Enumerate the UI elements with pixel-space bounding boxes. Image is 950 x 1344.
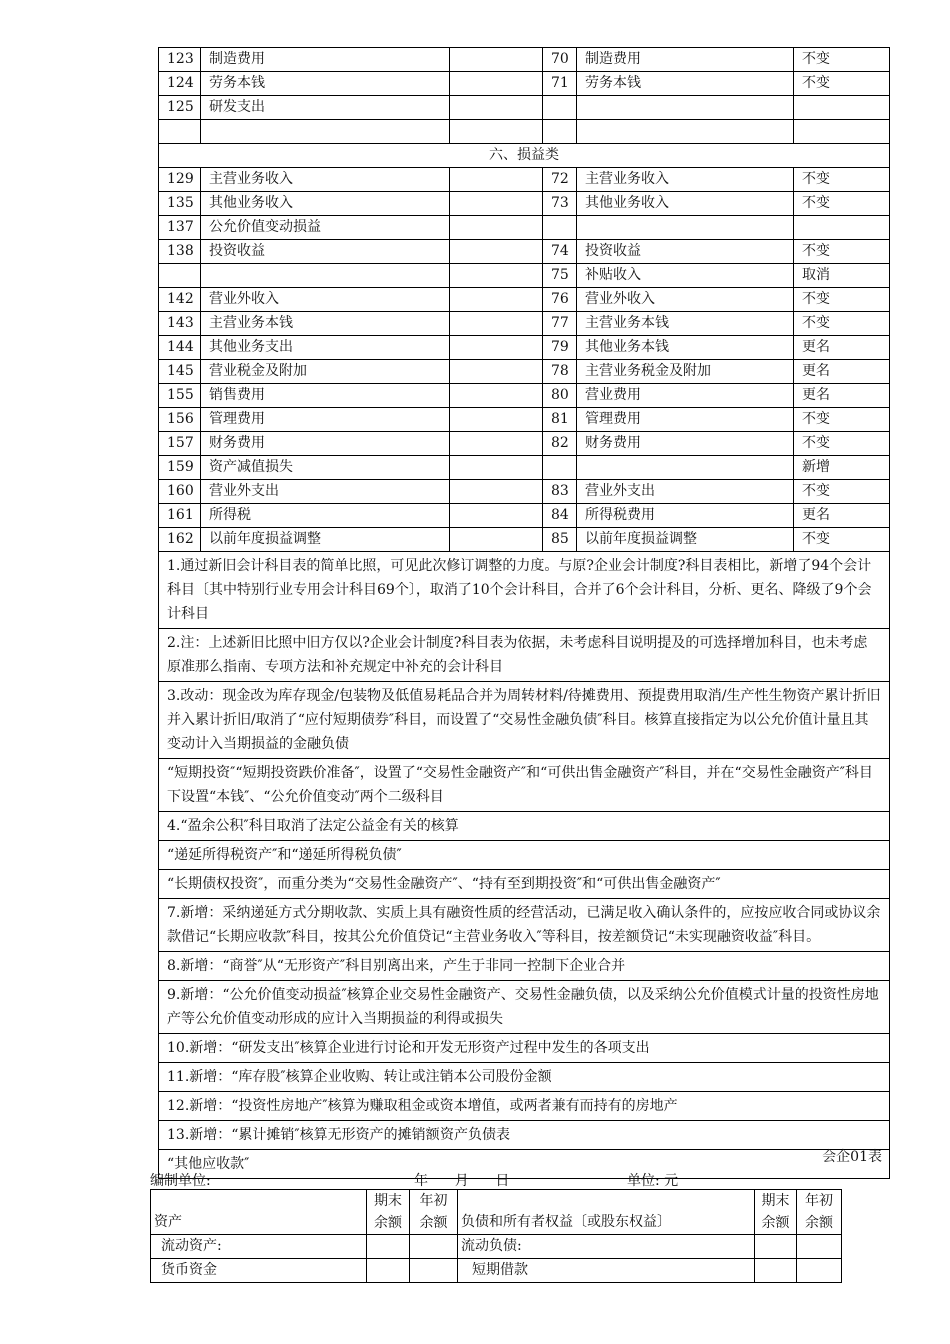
name-cell: 销售费用 [201, 384, 450, 408]
status-cell: 不变 [794, 480, 890, 504]
name-cell: 研发支出 [201, 96, 450, 120]
note-row [159, 552, 890, 629]
old-name-cell: 制造费用 [577, 48, 794, 72]
status-cell: 更名 [794, 504, 890, 528]
code-cell: 138 [159, 240, 201, 264]
note-row [159, 952, 890, 981]
code-cell: 137 [159, 216, 201, 240]
asset-cell: 货币资金 [151, 1259, 367, 1283]
table-row [159, 288, 890, 312]
note-text: 11.新增：“库存股″核算企业收购、转让或注销本公司股份金额 [159, 1063, 890, 1092]
code-cell [159, 120, 201, 144]
note-row [159, 759, 890, 812]
status-cell: 更名 [794, 336, 890, 360]
code-cell: 135 [159, 192, 201, 216]
name-cell: 营业外收入 [201, 288, 450, 312]
table-row [159, 264, 890, 288]
old-code-cell: 75 [543, 264, 577, 288]
old-name-cell: 营业费用 [577, 384, 794, 408]
table-row [159, 240, 890, 264]
code-cell: 125 [159, 96, 201, 120]
note-text: 1.通过新旧会计科目表的简单比照，可见此次修订调整的力度。与原?企业会计制度?科目表相比，新增了94个会计科目〔其中特别行业专用会计科目69个〕，取消了10个会计科目，合并了6个会计科目，分析、更名、降级了9个会计科目 [159, 552, 890, 629]
value-cell [410, 1235, 458, 1259]
name-cell: 其他业务支出 [201, 336, 450, 360]
col-assets-header: 资产 [151, 1190, 367, 1235]
old-name-cell [577, 120, 794, 144]
status-cell: 不变 [794, 168, 890, 192]
note-text: “长期债权投资″，而重分类为“交易性金融资产″、“持有至到期投资″和“可供出售金融资产″ [159, 870, 890, 899]
note-text: 2.注：上述新旧比照中旧方仅以?企业会计制度?科目表为依据，未考虑科目说明提及的可选择增加科目，也未考虑原准那么指南、专项方法和补充规定中补充的会计科目 [159, 629, 890, 682]
table-row [159, 480, 890, 504]
old-name-cell: 主营业务税金及附加 [577, 360, 794, 384]
table-row [159, 120, 890, 144]
status-cell: 不变 [794, 192, 890, 216]
status-cell [794, 216, 890, 240]
code-cell: 162 [159, 528, 201, 552]
note-text: 10.新增：“研发支出″核算企业进行讨论和开发无形资产过程中发生的各项支出 [159, 1034, 890, 1063]
code-cell: 160 [159, 480, 201, 504]
blank-cell [450, 264, 543, 288]
status-cell: 不变 [794, 408, 890, 432]
blank-cell [450, 528, 543, 552]
asset-cell: 流动资产: [151, 1235, 367, 1259]
note-text: 13.新增：“累计摊销″核算无形资产的摊销额 [159, 1121, 890, 1150]
blank-cell [450, 480, 543, 504]
note-text: 4.“盈余公积″科目取消了法定公益金有关的核算 [159, 812, 890, 841]
table-row [159, 312, 890, 336]
name-cell: 财务费用 [201, 432, 450, 456]
old-code-cell: 85 [543, 528, 577, 552]
blank-cell [450, 240, 543, 264]
status-cell [794, 120, 890, 144]
liability-cell: 短期借款 [458, 1259, 755, 1283]
table-row [159, 504, 890, 528]
note-text: “短期投资″“短期投资跌价准备″，设置了“交易性金融资产″和“可供出售金融资产″科目，并在“交易性金融资产″科目下设置“本钱″、“公允价值变动″两个二级科目 [159, 759, 890, 812]
note-text: 3.改动：现金改为库存现金/包装物及低值易耗品合并为周转材料/待摊费用、预提费用取消/生产性生物资产累计折旧并入累计折旧/取消了“应付短期债券″科目，而设置了“交易性金融负债″科目。核算直接指定为以公允价值计量且其变动计入当期损益的金融负债 [159, 682, 890, 759]
col-liabilities-header: 负债和所有者权益〔或股东权益〕 [458, 1190, 755, 1235]
name-cell: 其他业务收入 [201, 192, 450, 216]
code-cell: 156 [159, 408, 201, 432]
old-code-cell [543, 456, 577, 480]
old-name-cell [577, 96, 794, 120]
code-cell: 143 [159, 312, 201, 336]
table-row [151, 1259, 842, 1283]
status-cell: 更名 [794, 384, 890, 408]
table-row [159, 216, 890, 240]
value-cell [797, 1235, 842, 1259]
code-cell: 159 [159, 456, 201, 480]
section-row [159, 144, 890, 168]
table-row [159, 96, 890, 120]
code-cell [159, 264, 201, 288]
note-row [159, 812, 890, 841]
code-cell: 129 [159, 168, 201, 192]
balance-sheet-table [150, 1189, 842, 1283]
name-cell: 制造费用 [201, 48, 450, 72]
value-cell [367, 1259, 410, 1283]
old-name-cell: 劳务本钱 [577, 72, 794, 96]
code-cell: 123 [159, 48, 201, 72]
note-row [159, 870, 890, 899]
old-name-cell: 投资收益 [577, 240, 794, 264]
old-name-cell: 补贴收入 [577, 264, 794, 288]
code-cell: 142 [159, 288, 201, 312]
status-cell: 更名 [794, 360, 890, 384]
name-cell: 公允价值变动损益 [201, 216, 450, 240]
name-cell [201, 120, 450, 144]
old-code-cell: 82 [543, 432, 577, 456]
note-row [159, 1063, 890, 1092]
unit-label: 单位: 元 [627, 1173, 679, 1189]
old-code-cell: 77 [543, 312, 577, 336]
table-row [159, 192, 890, 216]
col-begin-balance-header: 年初余额 [410, 1190, 458, 1235]
table-row [159, 384, 890, 408]
blank-cell [450, 408, 543, 432]
old-name-cell: 所得税费用 [577, 504, 794, 528]
old-code-cell: 71 [543, 72, 577, 96]
old-code-cell: 73 [543, 192, 577, 216]
name-cell: 管理费用 [201, 408, 450, 432]
blank-cell [450, 168, 543, 192]
blank-cell [450, 312, 543, 336]
blank-cell [450, 96, 543, 120]
old-code-cell: 78 [543, 360, 577, 384]
value-cell [797, 1259, 842, 1283]
value-cell [755, 1235, 797, 1259]
old-code-cell: 76 [543, 288, 577, 312]
name-cell: 主营业务本钱 [201, 312, 450, 336]
old-code-cell: 80 [543, 384, 577, 408]
old-name-cell: 财务费用 [577, 432, 794, 456]
blank-cell [450, 192, 543, 216]
note-row [159, 629, 890, 682]
status-cell: 不变 [794, 528, 890, 552]
form-code: 会企01表 [822, 1149, 882, 1165]
balance-sheet-header [150, 1170, 850, 1190]
table-row [159, 456, 890, 480]
old-code-cell: 84 [543, 504, 577, 528]
table-row [159, 432, 890, 456]
table-row [159, 72, 890, 96]
status-cell [794, 96, 890, 120]
name-cell: 主营业务收入 [201, 168, 450, 192]
blank-cell [450, 360, 543, 384]
name-cell: 以前年度损益调整 [201, 528, 450, 552]
value-cell [410, 1259, 458, 1283]
blank-cell [450, 384, 543, 408]
code-cell: 157 [159, 432, 201, 456]
table-row [159, 168, 890, 192]
old-code-cell [543, 96, 577, 120]
old-name-cell: 营业外支出 [577, 480, 794, 504]
note-row [159, 682, 890, 759]
note-row [159, 899, 890, 952]
name-cell: 劳务本钱 [201, 72, 450, 96]
blank-cell [450, 504, 543, 528]
note-text: 12.新增：“投资性房地产″核算为赚取租金或资本增值，或两者兼有而持有的房地产 [159, 1092, 890, 1121]
old-name-cell [577, 456, 794, 480]
col-end-balance-header: 期末余额 [367, 1190, 410, 1235]
old-code-cell: 70 [543, 48, 577, 72]
old-name-cell: 主营业务本钱 [577, 312, 794, 336]
blank-cell [450, 336, 543, 360]
code-cell: 145 [159, 360, 201, 384]
code-cell: 144 [159, 336, 201, 360]
note-row [159, 1034, 890, 1063]
note-text: 7.新增：采纳递延方式分期收款、实质上具有融资性质的经营活动，已满足收入确认条件的，应按应收合同或协议余款借记“长期应收款″科目，按其公允价值贷记“主营业务收入″等科目，按差额贷记“未实现融资收益″科目。 [159, 899, 890, 952]
blank-cell [450, 456, 543, 480]
status-cell: 取消 [794, 264, 890, 288]
note-text: “递延所得税资产″和“递延所得税负债″ [159, 841, 890, 870]
old-code-cell: 81 [543, 408, 577, 432]
balance-sheet-title: 资产负债表 [440, 1127, 510, 1143]
old-name-cell: 其他业务收入 [577, 192, 794, 216]
old-code-cell: 83 [543, 480, 577, 504]
table-row [159, 48, 890, 72]
account-comparison-table [158, 47, 890, 1179]
old-name-cell: 营业外收入 [577, 288, 794, 312]
blank-cell [450, 72, 543, 96]
name-cell: 营业税金及附加 [201, 360, 450, 384]
status-cell: 不变 [794, 312, 890, 336]
old-code-cell: 74 [543, 240, 577, 264]
blank-cell [450, 216, 543, 240]
status-cell: 不变 [794, 432, 890, 456]
old-code-cell [543, 216, 577, 240]
table-row [159, 360, 890, 384]
note-row [159, 981, 890, 1034]
name-cell [201, 264, 450, 288]
note-text: 9.新增：“公允价值变动损益″核算企业交易性金融资产、交易性金融负债，以及采纳公允价值模式计量的投资性房地产等公允价值变动形成的应计入当期损益的利得或损失 [159, 981, 890, 1034]
value-cell [367, 1235, 410, 1259]
note-text: “其他应收款″ [159, 1150, 890, 1179]
code-cell: 155 [159, 384, 201, 408]
name-cell: 营业外支出 [201, 480, 450, 504]
old-code-cell [543, 120, 577, 144]
col-begin-balance-header-2: 年初余额 [797, 1190, 842, 1235]
account-comparison-section [158, 47, 889, 1179]
liability-cell: 流动负债: [458, 1235, 755, 1259]
note-row [159, 1092, 890, 1121]
note-text: 8.新增：“商誉″从“无形资产″科目别离出来，产生于非同一控制下企业合并 [159, 952, 890, 981]
section-title: 六、损益类 [159, 144, 890, 168]
table-row [159, 336, 890, 360]
old-code-cell: 72 [543, 168, 577, 192]
old-name-cell [577, 216, 794, 240]
table-row [151, 1235, 842, 1259]
status-cell: 不变 [794, 240, 890, 264]
note-row [159, 841, 890, 870]
table-header-row [151, 1190, 842, 1235]
blank-cell [450, 288, 543, 312]
name-cell: 资产减值损失 [201, 456, 450, 480]
old-name-cell: 以前年度损益调整 [577, 528, 794, 552]
status-cell: 不变 [794, 72, 890, 96]
old-name-cell: 其他业务本钱 [577, 336, 794, 360]
table-body [159, 48, 890, 1179]
table-row [159, 528, 890, 552]
name-cell: 投资收益 [201, 240, 450, 264]
old-code-cell: 79 [543, 336, 577, 360]
status-cell: 不变 [794, 48, 890, 72]
status-cell: 新增 [794, 456, 890, 480]
blank-cell [450, 48, 543, 72]
old-name-cell: 管理费用 [577, 408, 794, 432]
code-cell: 161 [159, 504, 201, 528]
code-cell: 124 [159, 72, 201, 96]
name-cell: 所得税 [201, 504, 450, 528]
col-end-balance-header-2: 期末余额 [755, 1190, 797, 1235]
blank-cell [450, 432, 543, 456]
value-cell [755, 1259, 797, 1283]
prepared-by-label: 编制单位: [150, 1173, 211, 1189]
blank-cell [450, 120, 543, 144]
old-name-cell: 主营业务收入 [577, 168, 794, 192]
table-row [159, 408, 890, 432]
status-cell: 不变 [794, 288, 890, 312]
date-label: 年 月 日 [414, 1173, 510, 1189]
